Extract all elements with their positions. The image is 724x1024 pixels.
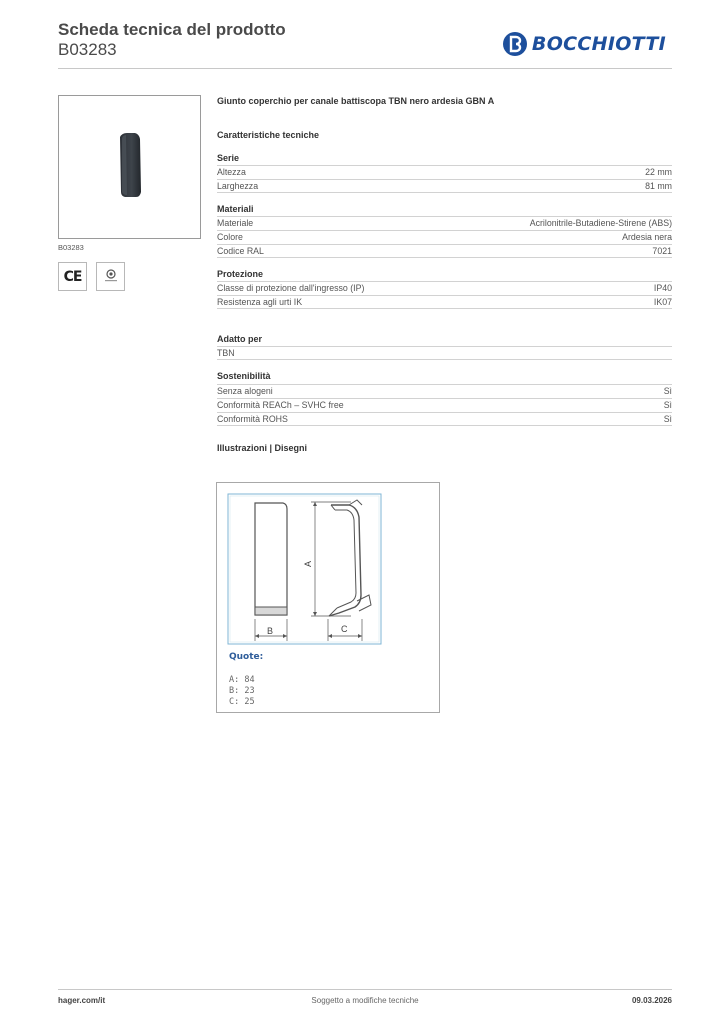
- spec-row: [217, 384, 672, 398]
- photo-caption: B03283: [58, 243, 84, 252]
- group-title-protezione: Protezione: [217, 269, 264, 279]
- footer-website: hager.com/it: [58, 996, 106, 1005]
- dimension-drawing: [217, 483, 439, 649]
- group-materiali: [217, 216, 672, 258]
- spec-row: [217, 230, 672, 244]
- group-title-adatto-per: Adatto per: [217, 334, 262, 344]
- group-sostenibilita: [217, 384, 672, 426]
- group-adatto-per: [217, 346, 672, 360]
- dimension-a-label: A: [303, 560, 313, 567]
- footer-divider: [58, 989, 672, 990]
- spec-row: [217, 412, 672, 426]
- dimension-b-label: B: [267, 626, 274, 636]
- spec-value: Ardesia nera: [622, 232, 672, 242]
- spec-row: [217, 216, 672, 230]
- spec-row: [217, 165, 672, 179]
- quote-b: B: 23: [229, 686, 255, 696]
- spec-value: Sì: [663, 400, 672, 410]
- spec-value: Acrilonitrile-Butadiene-Stirene (ABS): [529, 218, 672, 228]
- spec-label: Materiale: [217, 218, 254, 228]
- spec-label: Altezza: [217, 167, 246, 177]
- product-image: [59, 96, 200, 238]
- spec-row: [217, 281, 672, 295]
- imq-mark-icon: [96, 262, 125, 291]
- specs-panel: [217, 96, 672, 453]
- header-divider: [58, 68, 672, 69]
- spec-label: Senza alogeni: [217, 386, 273, 396]
- quote-title: Quote:: [229, 652, 264, 662]
- spec-row: [217, 346, 672, 360]
- spec-label: Larghezza: [217, 181, 259, 191]
- spec-value: Sì: [663, 414, 672, 424]
- dimension-c-label: C: [341, 624, 348, 634]
- footer-note: Soggetto a modifiche tecniche: [311, 996, 419, 1005]
- quote-a: A: 84: [229, 675, 255, 685]
- document-title: Scheda tecnica del prodotto: [58, 20, 286, 39]
- group-title-serie: Serie: [217, 153, 240, 163]
- spec-value: 81 mm: [645, 181, 672, 191]
- product-name: Giunto coperchio per canale battiscopa TBN nero ardesia GBN A: [217, 96, 495, 106]
- spec-value: IK07: [653, 297, 672, 307]
- spec-label: Conformità REACh – SVHC free: [217, 400, 344, 410]
- group-title-materiali: Materiali: [217, 204, 254, 214]
- group-protezione: [217, 281, 672, 309]
- brand-logo: [502, 30, 666, 58]
- product-photo: [58, 95, 201, 239]
- spec-row: [217, 244, 672, 258]
- footer-date: 09.03.2026: [631, 996, 672, 1005]
- spec-value: Sì: [663, 386, 672, 396]
- bocchiotti-logo-icon: [502, 31, 528, 57]
- spec-label: TBN: [217, 348, 235, 358]
- spec-value: 7021: [652, 246, 672, 256]
- spec-label: Conformità ROHS: [217, 414, 288, 424]
- section-title: Caratteristiche tecniche: [217, 130, 320, 140]
- illustrations-title: Illustrazioni | Disegni: [217, 443, 308, 453]
- ce-mark-icon: CE: [58, 262, 87, 291]
- product-code: B03283: [58, 40, 117, 59]
- spec-label: Resistenza agli urti IK: [217, 297, 303, 307]
- spec-label: Classe di protezione dall'ingresso (IP): [217, 283, 365, 293]
- spec-label: Colore: [217, 232, 243, 242]
- spec-row: [217, 179, 672, 193]
- spec-row: [217, 295, 672, 309]
- group-serie: [217, 165, 672, 193]
- spec-row: [217, 398, 672, 412]
- group-title-sostenibilita: Sostenibilità: [217, 371, 271, 381]
- spec-value: IP40: [653, 283, 672, 293]
- spec-value: 22 mm: [645, 167, 672, 177]
- brand-name: BOCCHIOTTI: [531, 33, 666, 55]
- technical-drawing: [216, 482, 440, 713]
- spec-label: Codice RAL: [217, 246, 264, 256]
- quote-c: C: 25: [229, 697, 255, 707]
